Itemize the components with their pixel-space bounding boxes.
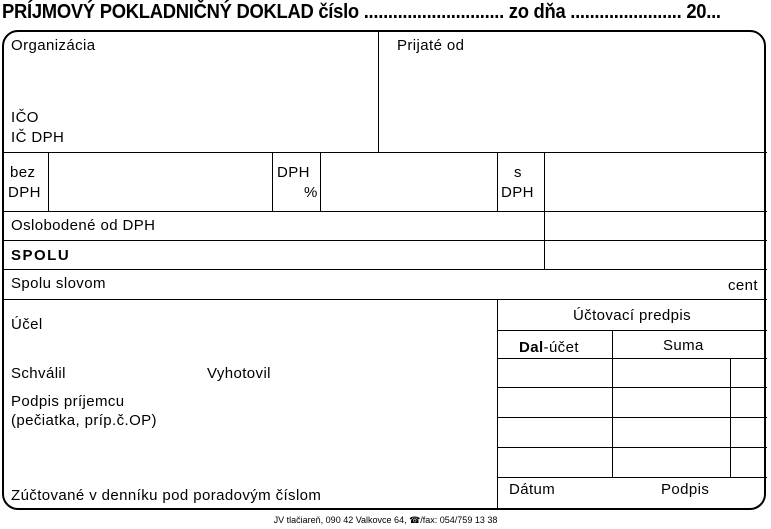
rule-amount-4: [497, 152, 498, 211]
rule-org-divider: [378, 31, 379, 152]
total-label: SPOLU: [11, 247, 71, 264]
vat-exempt-label: Oslobodené od DPH: [11, 217, 156, 234]
document-title: PRÍJMOVÝ POKLADNIČNÝ DOKLAD číslo ............................. zo dňa ....................... 20...: [2, 1, 721, 23]
rule-amount-row: [3, 211, 767, 212]
rule-acc-row1: [497, 387, 767, 388]
rule-top-section: [3, 152, 767, 153]
purpose-label: Účel: [11, 316, 43, 333]
received-from-label: Prijaté od: [397, 37, 465, 54]
account-label: -účet: [543, 339, 579, 356]
date-label: Dátum: [509, 481, 556, 498]
sum-header: Suma: [663, 337, 704, 354]
rule-amount-2: [272, 152, 273, 211]
organization-label: Organizácia: [11, 37, 96, 54]
rule-amount-1: [48, 152, 49, 211]
ic-dph-label: IČ DPH: [11, 129, 65, 146]
rule-exempt-row: [3, 240, 767, 241]
recipient-signature-note: (pečiatka, príp.č.OP): [11, 412, 157, 429]
rule-acc-cents: [730, 358, 731, 477]
bez-dph-label-line1: bez: [10, 164, 36, 181]
cent-label: cent: [728, 277, 758, 294]
dph-percent-label-line2: %: [304, 184, 318, 201]
rule-acc-title: [497, 330, 767, 331]
bez-dph-label-line2: DPH: [8, 184, 41, 201]
rule-amount-3: [320, 152, 321, 211]
printer-imprint: JV tlačiareň, 090 42 Valkovce 64, ☎/fax: 054/759 13 38: [273, 515, 498, 525]
recipient-signature-label: Podpis príjemcu: [11, 393, 125, 410]
dph-percent-label-line1: DPH: [277, 164, 310, 181]
debit-account-header: [519, 339, 579, 356]
rule-acc-left: [497, 299, 498, 509]
form-frame: [2, 30, 766, 510]
rule-total-row: [3, 269, 767, 270]
s-dph-label-line1: s: [514, 164, 522, 181]
approved-label: Schválil: [11, 365, 66, 382]
signature-label: Podpis: [661, 481, 710, 498]
accounting-title: Účtovací predpis: [572, 307, 692, 324]
journal-label: Zúčtované v denníku pod poradovým číslom: [11, 487, 322, 504]
rule-acc-row4: [497, 477, 767, 478]
rule-acc-header: [497, 358, 767, 359]
total-in-words-label: Spolu slovom: [11, 275, 106, 292]
rule-acc-row2: [497, 417, 767, 418]
s-dph-label-line2: DPH: [501, 184, 534, 201]
rule-acc-row3: [497, 447, 767, 448]
rule-acc-middle: [612, 330, 613, 477]
rule-amount-5: [544, 152, 545, 269]
ico-label: IČO: [11, 109, 39, 126]
rule-words-row: [3, 299, 767, 300]
dal-label: Dal: [519, 339, 544, 356]
prepared-label: Vyhotovil: [207, 365, 271, 382]
